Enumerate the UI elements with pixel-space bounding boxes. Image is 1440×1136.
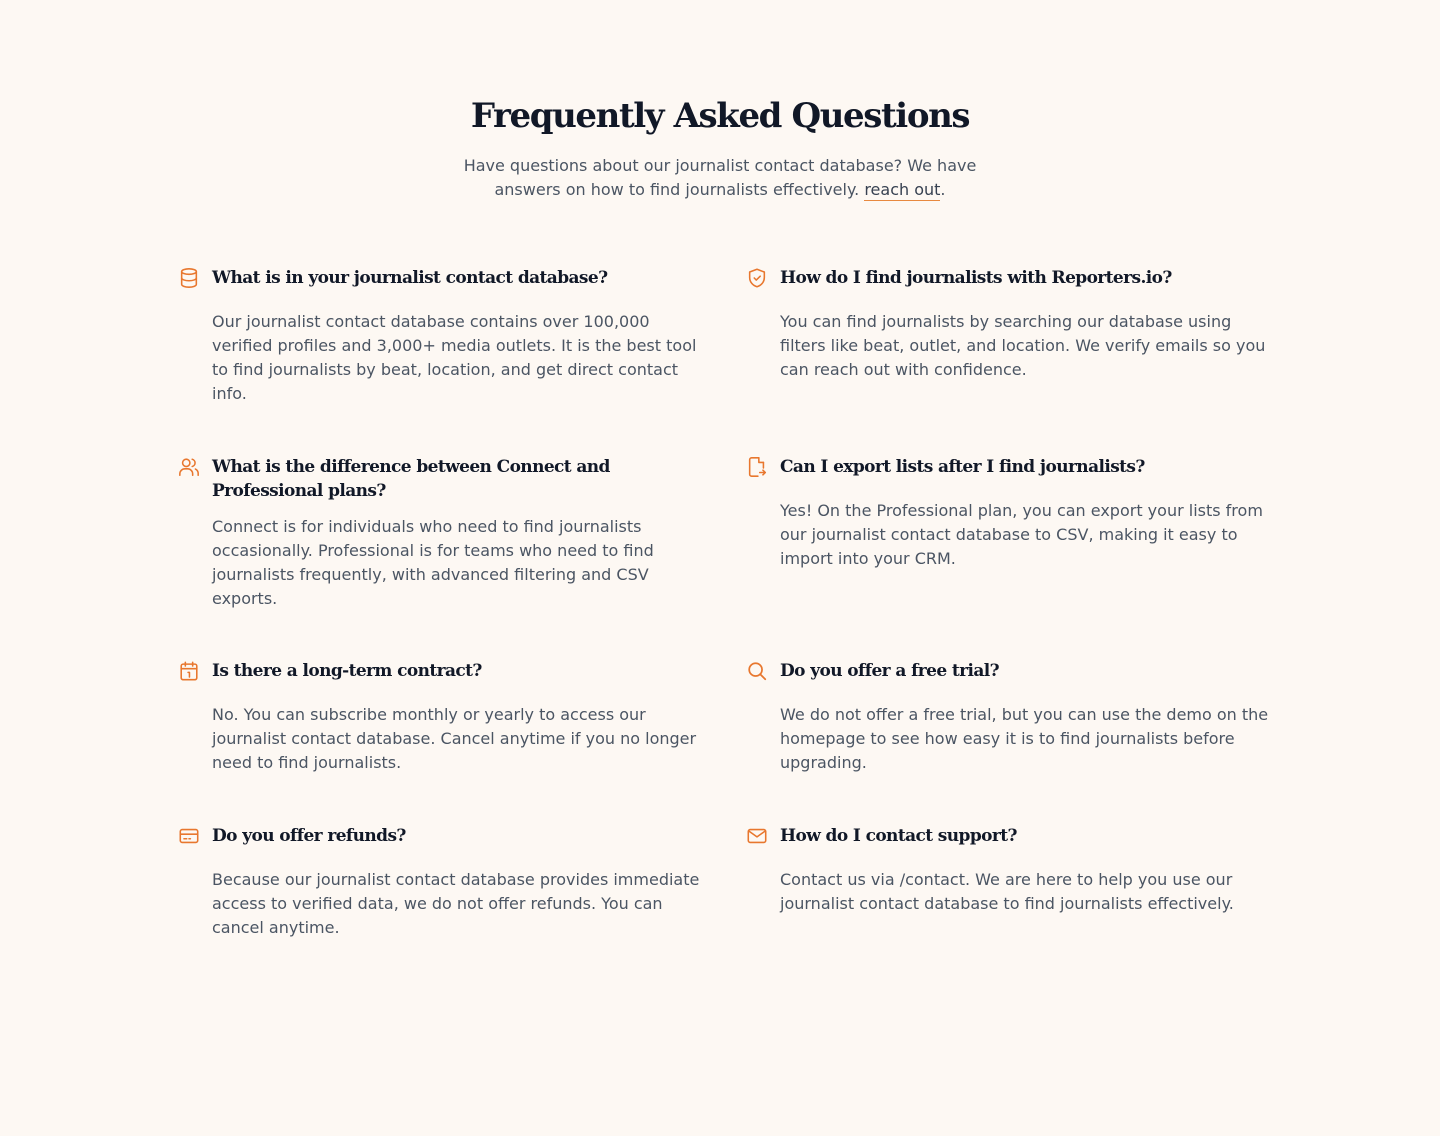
faq-answer: Yes! On the Professional plan, you can export your lists from our journalist contact database to CSV, making it easy to import into your CRM. [780,501,1263,568]
calendar-icon [178,660,200,682]
faq-answer: Contact us via /contact. We are here to help you use our journalist contact database to find journalists effectively. [780,870,1234,913]
faq-question: Do you offer a free trial? [780,661,1000,681]
database-icon [178,267,200,289]
faq-question: How do I find journalists with Reporters.io? [780,268,1172,288]
faq-answer: You can find journalists by searching our database using filters like beat, outlet, and location. We verify emails so you can reach out with confidence. [780,312,1266,379]
file-export-icon [746,456,768,478]
faq-answer: Our journalist contact database contains over 100,000 verified profiles and 3,000+ media outlets. It is the best tool to find journalists by beat, location, and get direct contact info. [212,312,697,403]
faq-question: What is in your journalist contact database? [212,268,608,288]
faq-answer: Because our journalist contact database provides immediate access to verified data, we do not offer refunds. You can cancel anytime. [212,870,700,937]
faq-question: Is there a long-term contract? [212,661,482,681]
mail-icon [746,825,768,847]
page-title: Frequently Asked Questions [470,96,970,136]
faq-question: Can I export lists after I find journalists? [780,457,1145,477]
reach-out-link[interactable]: reach out [864,180,941,199]
faq-answer: We do not offer a free trial, but you can use the demo on the homepage to see how easy it is to find journalists before upgrading. [780,705,1269,772]
credit-card-icon [178,825,200,847]
subtitle-text: Have questions about our journalist contact database? We have answers on how to find journalists effectively. [463,156,977,199]
faq-question: What is the difference between Connect and Professional plans? [212,457,610,501]
faq-answer: Connect is for individuals who need to find journalists occasionally. Professional is for teams who need to find journalists frequently, with advanced filtering and CSV exports. [212,517,654,608]
faq-question: Do you offer refunds? [212,826,406,846]
subtitle-end: . [940,180,946,199]
faq-question: How do I contact support? [780,826,1017,846]
page-subtitle [460,154,980,202]
users-icon [178,456,200,478]
search-icon [746,660,768,682]
shield-check-icon [746,267,768,289]
faq-answer: No. You can subscribe monthly or yearly to access our journalist contact database. Cancel anytime if you no longer need to find journalists. [212,705,697,772]
